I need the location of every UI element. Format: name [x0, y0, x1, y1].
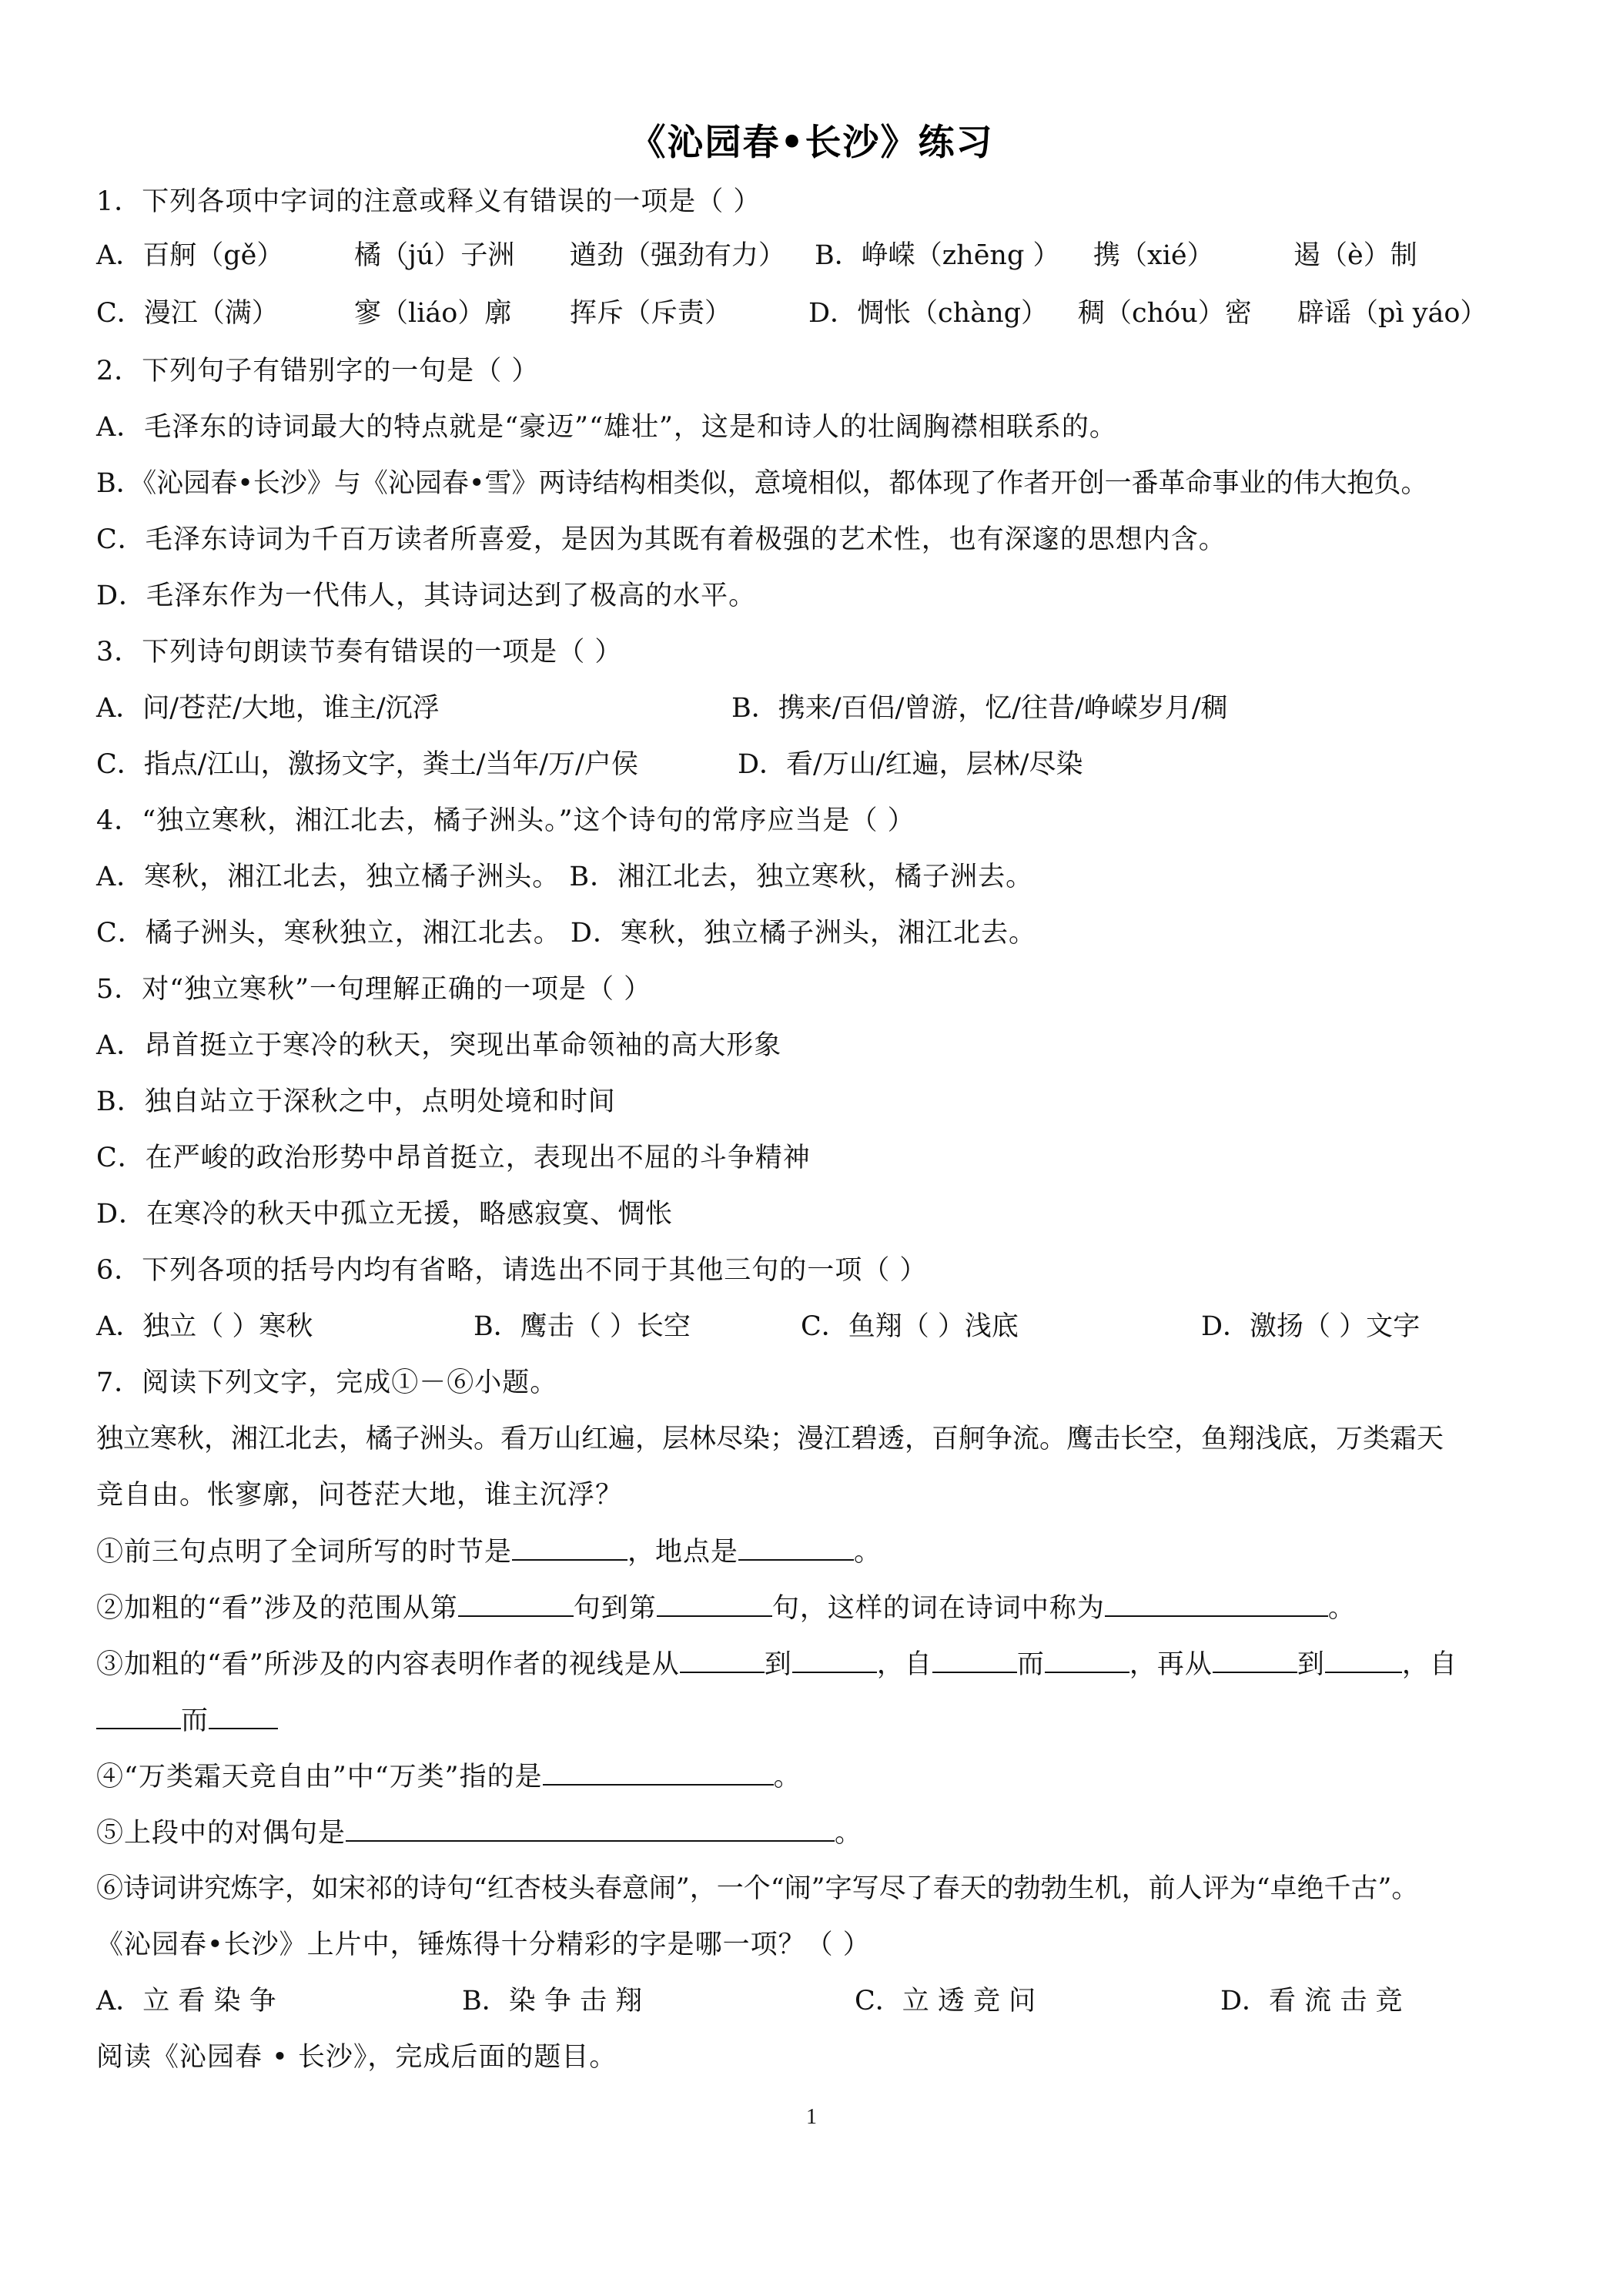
q7-sub1: ①前三句点明了全词所写的时节是 ，地点是 。 — [96, 1535, 882, 1569]
q1-option: 挥斥（斥责） — [570, 298, 732, 329]
q2-option-c: C．毛泽东诗词为千百万读者所喜爱，是因为其既有着极强的艺术性，也有深邃的思想内含。 — [96, 524, 1226, 555]
q7-option-a: A．立 看 染 争 — [96, 1986, 276, 2017]
q2-option-d: D．毛泽东作为一代伟人，其诗词达到了极高的水平。 — [96, 581, 757, 611]
q1-option: 遏（è）制 — [1293, 240, 1417, 271]
q4-options-cd: C．橘子洲头，寒秋独立，湘江北去。 D．寒秋，独立橘子洲头，湘江北去。 — [96, 918, 1036, 949]
answer-blank[interactable] — [1213, 1647, 1297, 1673]
q6-option-a: A．独立（ ）寒秋 — [96, 1311, 313, 1342]
q3-option-c: C．指点/江山，激扬文字，粪土/当年/万/户侯 — [96, 749, 638, 780]
answer-blank[interactable] — [1325, 1647, 1402, 1673]
answer-blank[interactable] — [657, 1591, 772, 1617]
q2-option-a: A．毛泽东的诗词最大的特点就是“豪迈”“雄壮”，这是和诗人的壮阔胸襟相联系的。 — [96, 412, 1117, 443]
q7-sub6: ⑥诗词讲究炼字，如宋祁的诗句“红杏枝头春意闹”，一个“闹”字写尽了春天的勃勃生机，前人评为“卓绝千古”。 — [96, 1873, 1419, 1904]
q7-sub3: ③加粗的“看”所涉及的内容表明作者的视线是从 到 ，自 而 ，再从 到 ，自 — [96, 1647, 1457, 1682]
closing-instruction: 阅读《沁园春 • 长沙》，完成后面的题目。 — [96, 2042, 617, 2073]
q1-option: A．百舸（gě） — [96, 240, 284, 271]
q7-stem: 7．阅读下列文字，完成①－⑥小题。 — [96, 1367, 558, 1398]
q1-stem: 1．下列各项中字词的注意或释义有错误的一项是（ ） — [96, 186, 761, 217]
q7-passage: 独立寒秋，湘江北去，橘子洲头。看万山红遍，层林尽染；漫江碧透，百舸争流。鹰击长空，鱼翔浅底，万类霜天 — [96, 1424, 1444, 1454]
answer-blank[interactable] — [512, 1535, 627, 1561]
q6-option-b: B．鹰击（ ）长空 — [474, 1311, 691, 1342]
q1-option: 遒劲（强劲有力） — [570, 240, 786, 271]
q3-option-b: B．携来/百侣/曾游，忆/往昔/峥嵘岁月/稠 — [731, 693, 1228, 724]
answer-blank[interactable] — [209, 1703, 278, 1729]
q1-option: 辟谣（pì yáo） — [1297, 298, 1487, 329]
q4-stem: 4．“独立寒秋，湘江北去，橘子洲头。”这个诗句的常序应当是（ ） — [96, 805, 915, 836]
q5-option-a: A．昂首挺立于寒冷的秋天，突现出革命领袖的高大形象 — [96, 1030, 782, 1061]
q5-option-c: C．在严峻的政治形势中昂首挺立，表现出不屈的斗争精神 — [96, 1143, 811, 1173]
q7-option-d: D．看 流 击 竞 — [1220, 1986, 1403, 2017]
answer-blank[interactable] — [96, 1703, 181, 1729]
answer-blank[interactable] — [458, 1591, 574, 1617]
q1-option: 橘（jú）子洲 — [354, 240, 515, 271]
q7-passage: 竞自由。怅寥廓，问苍茫大地，谁主沉浮？ — [96, 1480, 624, 1511]
q7-sub3-continued: 而 — [96, 1703, 278, 1738]
answer-blank[interactable] — [1105, 1591, 1328, 1617]
q5-stem: 5．对“独立寒秋”一句理解正确的一项是（ ） — [96, 974, 652, 1005]
answer-blank[interactable] — [738, 1535, 854, 1561]
q6-stem: 6．下列各项的括号内均有省略，请选出不同于其他三句的一项（ ） — [96, 1255, 928, 1286]
answer-blank[interactable] — [932, 1647, 1017, 1673]
answer-blank[interactable] — [1045, 1647, 1129, 1673]
q2-option-b: B．《沁园春•长沙》与《沁园春•雪》两诗结构相类似，意境相似，都体现了作者开创一番革命事业的伟大抱负。 — [96, 468, 1428, 499]
q1-option: 寥（liáo）廓 — [354, 298, 512, 329]
q7-option-c: C．立 透 竞 问 — [855, 1986, 1036, 2017]
q1-option: 携（xié） — [1093, 240, 1214, 271]
q7-sub2: ②加粗的“看”涉及的范围从第 句到第 句，这样的词在诗词中称为 。 — [96, 1591, 1356, 1625]
q3-option-d: D．看/万山/红遍，层林/尽染 — [738, 749, 1083, 780]
q1-option: B．峥嵘（zhēng ） — [815, 240, 1060, 271]
q4-options-ab: A．寒秋，湘江北去，独立橘子洲头。 B．湘江北去，独立寒秋，橘子洲去。 — [96, 862, 1034, 892]
q7-sub6-question: 《沁园春•长沙》上片中，锤炼得十分精彩的字是哪一项？（ ） — [96, 1930, 871, 1960]
q6-option-c: C．鱼翔（ ）浅底 — [801, 1311, 1019, 1342]
page-title: 《沁园春•长沙》练习 — [629, 122, 994, 164]
q7-sub4: ④“万类霜天竞自由”中“万类”指的是 。 — [96, 1759, 801, 1794]
q1-option: C．漫江（满） — [96, 298, 279, 329]
q5-option-b: B．独自站立于深秋之中，点明处境和时间 — [96, 1086, 616, 1117]
q1-option: D．惆怅（chàng） — [808, 298, 1049, 329]
q2-stem: 2．下列句子有错别字的一句是（ ） — [96, 356, 540, 387]
page-number: 1 — [806, 2105, 817, 2129]
q3-option-a: A．问/苍茫/大地，谁主/沉浮 — [96, 693, 440, 724]
q7-option-b: B．染 争 击 翔 — [462, 1986, 643, 2017]
q5-option-d: D．在寒冷的秋天中孤立无援，略感寂寞、惆怅 — [96, 1199, 674, 1230]
q1-option: 稠（chóu）密 — [1078, 298, 1252, 329]
q6-option-d: D．激扬（ ）文字 — [1201, 1311, 1421, 1342]
q3-stem: 3．下列诗句朗读节奏有错误的一项是（ ） — [96, 637, 623, 668]
answer-blank[interactable] — [792, 1647, 877, 1673]
answer-blank[interactable] — [543, 1759, 774, 1786]
answer-blank[interactable] — [680, 1647, 765, 1673]
answer-blank[interactable] — [346, 1816, 835, 1842]
q7-sub5: ⑤上段中的对偶句是 。 — [96, 1816, 862, 1850]
